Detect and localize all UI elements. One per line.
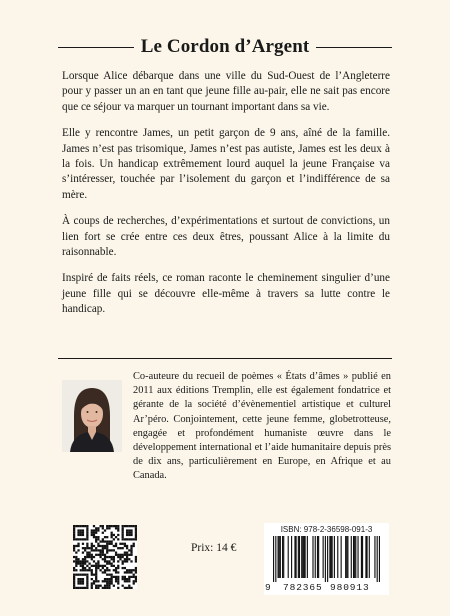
author-biography: Co-auteure du recueil de poèmes « États d’âmes » publié en 2011 aux éditions Tremplin, elle est également fondatrice et gérante de la société d’évènementiel artistique et culturel Ar’péro. Conjointement, cette jeune femme, globetrotteuse, engagée et profondément humaniste œuvre dans le développement international et l’aide humanitaire depuis près de dix ans, particulièrement en Europe, en Afrique et au Canada. [133, 371, 391, 482]
barcode-bars [273, 536, 380, 582]
section-divider [58, 358, 392, 359]
author-portrait-image [62, 380, 122, 452]
isbn-barcode [264, 523, 389, 595]
barcode-right-group: 980913 [330, 582, 370, 593]
author-photo [62, 380, 122, 452]
qr-code [73, 525, 137, 589]
isbn-number: ISBN: 978-2-36598-091-3 [280, 525, 373, 534]
book-title: Le Cordon d’Argent [140, 36, 310, 57]
qr-code-graphic [73, 525, 137, 589]
barcode-first-digit: 9 [265, 582, 271, 593]
blurb-paragraph: À coups de recherches, d’expérimentations et surtout de convictions, un lien fort se crée entre ces deux êtres, poussant Alice à la limite du raisonnable. [62, 215, 390, 259]
blurb-paragraph: Inspiré de faits réels, ce roman raconte le cheminement singulier d’une jeune fille qui se découvre elle-même à travers sa lutte contre le handicap. [62, 272, 390, 316]
back-cover-blurb [62, 69, 390, 329]
barcode-left-group: 782365 [283, 582, 323, 593]
price-label: Prix: 14 € [191, 542, 237, 554]
title-row [58, 34, 392, 60]
blurb-paragraph: Lorsque Alice débarque dans une ville du Sud-Ouest de l’Angleterre pour y passer un an en tant que jeune fille au-pair, elle ne sait pas encore que ce séjour va marquer un tournant important dans sa vie. [62, 70, 390, 113]
blurb-paragraph: Elle y rencontre James, un petit garçon de 9 ans, aîné de la famille. James n’est pas trisomique, James n’est pas autiste, James est les deux à la fois. Un handicap extrêmement lourd auquel la jeune Française va s’intéresser, touchée par l’isolement du garçon et l’indifférence de sa mère. [62, 127, 390, 201]
title-rule-right [316, 47, 392, 48]
barcode-digits [264, 582, 389, 594]
title-rule-left [58, 47, 134, 48]
